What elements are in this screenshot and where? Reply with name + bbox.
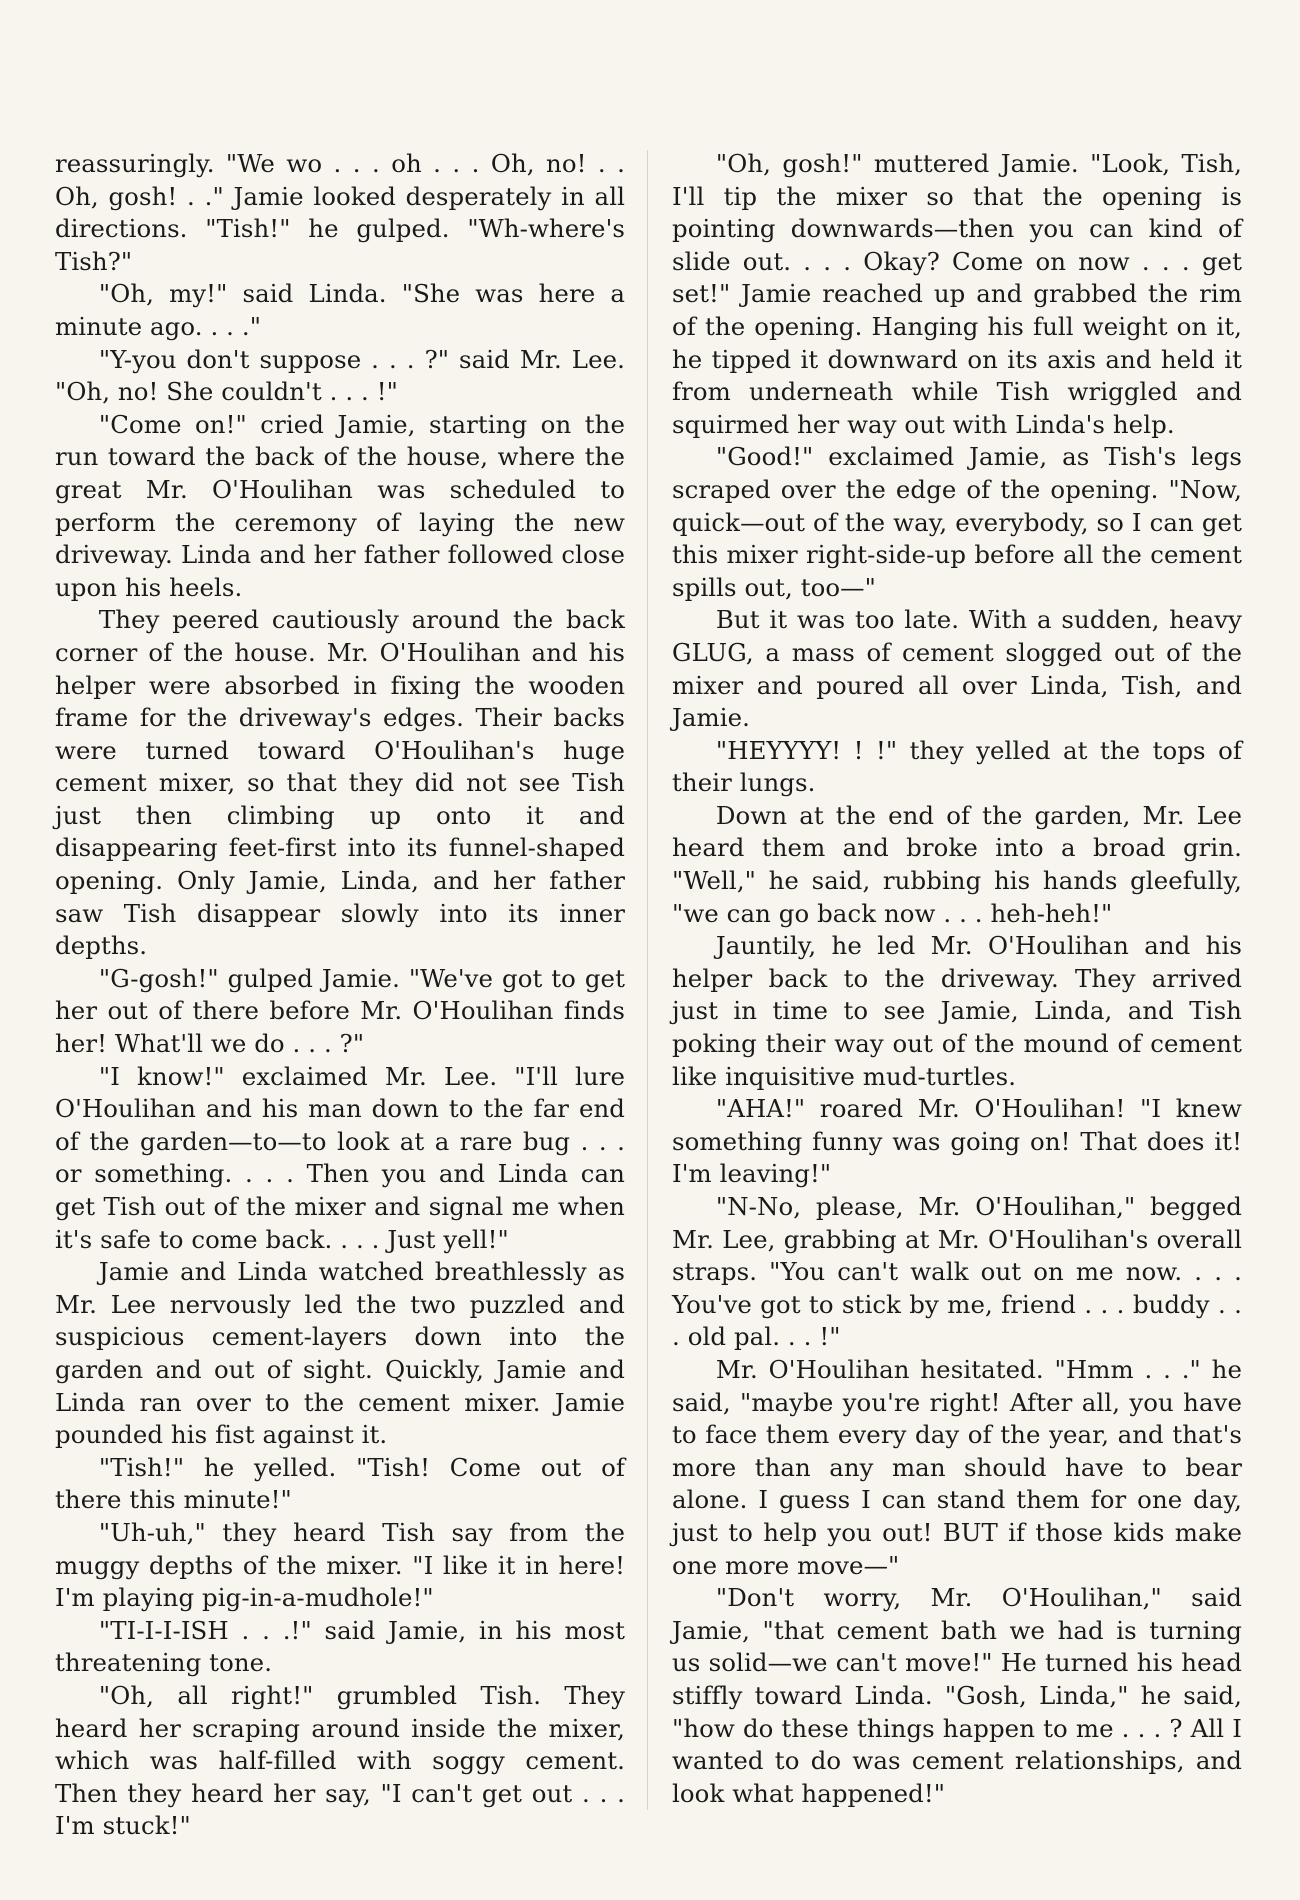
paragraph: "TI-I-I-ISH . . .!" said Jamie, in his most threatening tone. <box>55 1615 625 1678</box>
paragraph: "Oh, all right!" grumbled Tish. They heard her scraping around inside the mixer, which was half-filled with soggy cement. Then they heard her say, "I can't get out . . . I'm stuck!" <box>55 1680 625 1841</box>
paragraph: They peered cautiously around the back corner of the house. Mr. O'Houlihan and his helper were absorbed in fixing the wooden frame for the driveway's edges. Their backs were turned toward O'Houlihan's huge cement mixer, so that they did not see Tish just then climbing up onto it and disappearing feet-first into its funnel-shaped opening. Only Jamie, Linda, and her father saw Tish disappear slowly into its inner depths. <box>55 605 625 961</box>
paragraph: "G-gosh!" gulped Jamie. "We've got to get her out of there before Mr. O'Houlihan finds her! What'll we do . . . ?" <box>55 963 625 1059</box>
paragraph: "Come on!" cried Jamie, starting on the run toward the back of the house, where the great Mr. O'Houlihan was scheduled to perform the ceremony of laying the new driveway. Linda and her father followed close upon his heels. <box>55 409 625 602</box>
paragraph: "Don't worry, Mr. O'Houlihan," said Jamie, "that cement bath we had is turning us solid—we can't move!" He turned his head stiffly toward Linda. "Gosh, Linda," he said, "how do these things happen to me . . . ? All I wanted to do was cement relationships, and look what happened!" <box>672 1583 1242 1808</box>
paragraph: "AHA!" roared Mr. O'Houlihan! "I knew something funny was going on! That does it! I'm leaving!" <box>672 1094 1242 1189</box>
paragraph: "N-No, please, Mr. O'Houlihan," begged Mr. Lee, grabbing at Mr. O'Houlihan's overall straps. "You can't walk out on me now. . . . You've got to stick by me, friend . . . buddy . . . old pal. . . !" <box>672 1192 1242 1352</box>
paragraph: "Tish!" he yelled. "Tish! Come out of there this minute!" <box>55 1452 625 1515</box>
paragraph: But it was too late. With a sudden, heavy GLUG, a mass of cement slogged out of the mixer and poured all over Linda, Tish, and Jamie. <box>672 605 1242 733</box>
paragraph: "HEYYYY! ! !" they yelled at the tops of their lungs. <box>672 735 1242 798</box>
right-text-column <box>672 148 1242 1810</box>
paragraph: "Y-you don't suppose . . . ?" said Mr. Lee. "Oh, no! She couldn't . . . !" <box>55 344 625 407</box>
paragraph: reassuringly. "We wo . . . oh . . . Oh, no! . . Oh, gosh! . ." Jamie looked desperately in all directions. "Tish!" he gulped. "Wh-where's Tish?" <box>55 149 625 276</box>
paragraph: "I know!" exclaimed Mr. Lee. "I'll lure O'Houlihan and his man down to the far end of the garden—to—to look at a rare bug . . . or something. . . . Then you and Linda can get Tish out of the mixer and signal me when it's safe to come back. . . . Just yell!" <box>55 1061 625 1254</box>
column-gutter <box>647 150 648 1810</box>
paragraph: Down at the end of the garden, Mr. Lee heard them and broke into a broad grin. "Well," he said, rubbing his hands gleefully, "we can go back now . . . heh-heh!" <box>672 800 1242 928</box>
paragraph: Jamie and Linda watched breathlessly as Mr. Lee nervously led the two puzzled and suspicious cement-layers down into the garden and out of sight. Quickly, Jamie and Linda ran over to the cement mixer. Jamie pounded his fist against it. <box>55 1257 625 1450</box>
paragraph: "Oh, my!" said Linda. "She was here a minute ago. . . ." <box>55 279 625 341</box>
paragraph: "Oh, gosh!" muttered Jamie. "Look, Tish, I'll tip the mixer so that the opening is pointing downwards—then you can kind of slide out. . . . Okay? Come on now . . . get set!" Jamie reached up and grabbed the rim of the opening. Hanging his full weight on it, he tipped it downward on its axis and held it from underneath while Tish wriggled and squirmed her way out with Linda's help. <box>672 149 1242 439</box>
paragraph: Jauntily, he led Mr. O'Houlihan and his helper back to the driveway. They arrived just in time to see Jamie, Linda, and Tish poking their way out of the mound of cement like inquisitive mud-turtles. <box>672 931 1242 1091</box>
left-text-column <box>55 148 625 1843</box>
paragraph: "Uh-uh," they heard Tish say from the muggy depths of the mixer. "I like it in here! I'm playing pig-in-a-mudhole!" <box>55 1517 625 1613</box>
paragraph: "Good!" exclaimed Jamie, as Tish's legs scraped over the edge of the opening. "Now, quick—out of the way, everybody, so I can get this mixer right-side-up before all the cement spills out, too—" <box>672 442 1242 602</box>
paragraph: Mr. O'Houlihan hesitated. "Hmm . . ." he said, "maybe you're right! After all, you have to face them every day of the year, and that's more than any man should have to bear alone. I guess I can stand them for one day, just to help you out! BUT if those kids make one more move—" <box>672 1354 1242 1580</box>
